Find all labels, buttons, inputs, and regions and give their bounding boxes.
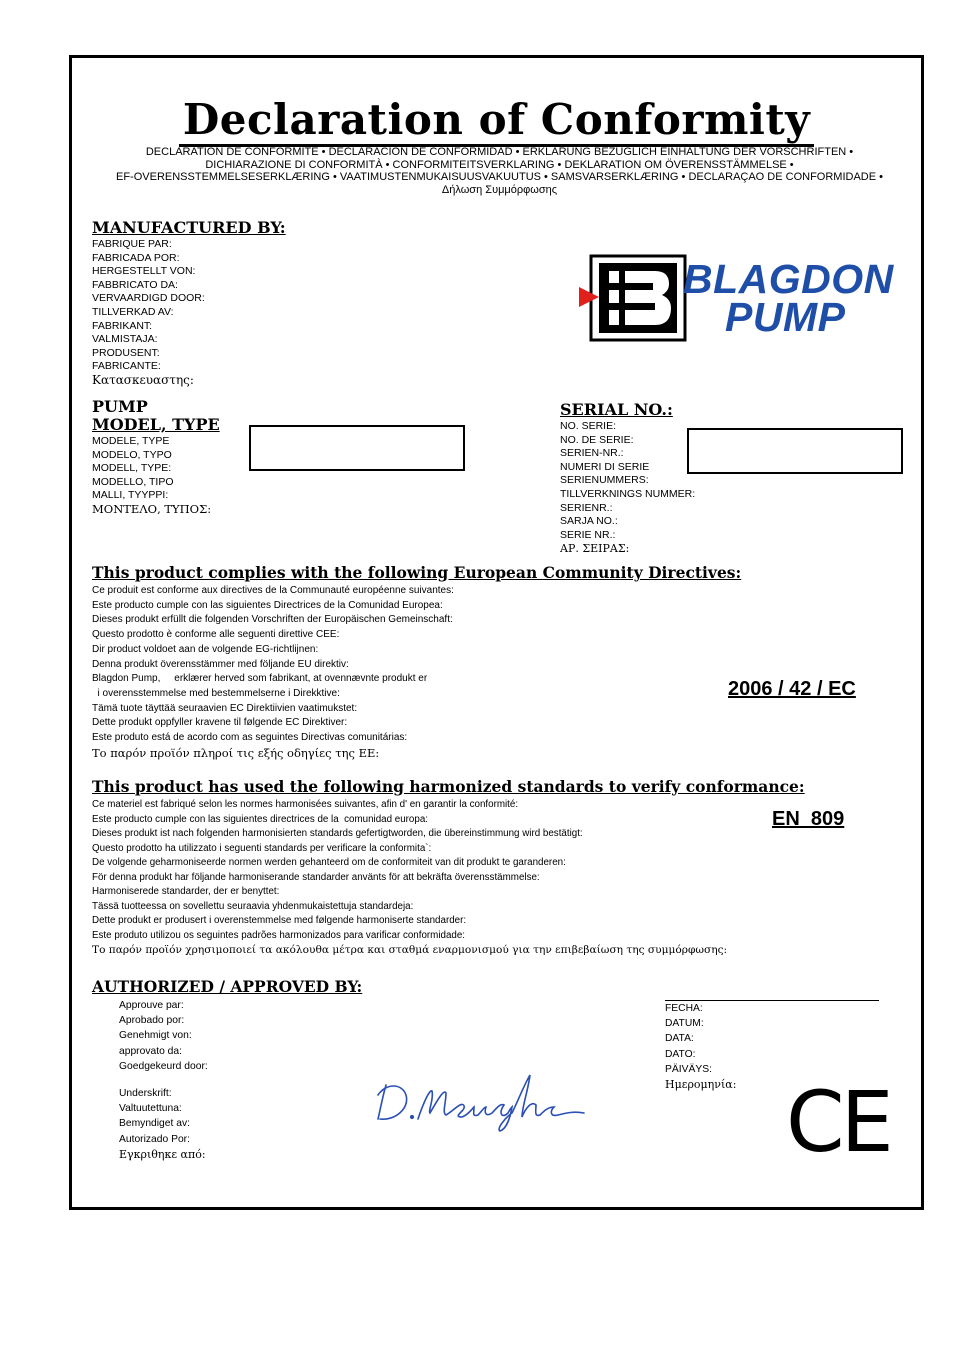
list-item: Dir product voldoet aan de volgende EG-richtlijnen: [92,643,319,655]
subtitle-line: DECLARATION DE CONFORMITE • DECLARACION DE CONFORMIDAD • ERKLÄRUNG BEZÜGLICH EINHALTUNG DER VORSCHRIFTEN • [145,146,854,158]
page-title-wrap [72,96,921,144]
model-type-heading: MODEL, TYPE [92,415,220,434]
list-item: Dette produkt oppfyller kravene til følgende EC Direktiver: [92,717,348,729]
list-item: De volgende geharmoniseerde normen werden gehanteerd om de conformiteit van dit produkt te garanderen: [92,857,566,868]
list-item: Goedgekeurd door: [119,1060,208,1072]
list-item: Το παρόν προϊόν χρησιμοποιεί τα ακόλουθα μέτρα και σταθμά εναρμονισμού για την επιβεβαίωση της συμμόρφωσης: [92,944,728,956]
list-item: VALMISTAJA: [92,333,158,346]
list-item: Approuve par: [119,1000,184,1011]
serial-number-field[interactable] [687,428,903,474]
list-item: Harmoniserede standarder, der er benyttet: [92,886,280,897]
list-item: Blagdon Pump, erklærer herved som fabrikant, at ovennævnte produkt er [92,673,428,685]
list-item: approvato da: [119,1045,182,1057]
list-item: MODELE, TYPE [92,435,170,447]
list-item: Este producto cumple con las siguientes directrices de la comunidad europa: [92,813,429,825]
directives-heading: This product complies with the following European Community Directives: [92,563,742,582]
list-item: FABRIQUE PAR: [92,238,172,250]
list-item: Questo prodotto è conforme alle seguenti direttive CEE: [92,629,340,641]
list-item: Este produto utilizou os seguintes padrões harmonizados para varificar conformidade: [92,929,466,941]
list-item: SERIENUMMERS: [560,474,649,487]
list-item: MODELLO, TIPO [92,475,174,488]
standards-heading: This product has used the following harmonized standards to verify conformance: [92,777,805,796]
blagdon-pump-logo [577,253,917,343]
list-item: Dette produkt er produsert i overenstemmelse med følgende harmoniserte standarder: [92,915,467,926]
list-item: MALLI, TYYPPI: [92,489,169,502]
list-item: Autorizado Por: [119,1133,190,1145]
logo-line2: PUMP [725,294,846,340]
list-item: DATO: [665,1048,696,1060]
date-labels-list [665,1001,736,1092]
list-item: TILLVERKNINGS NUMMER: [560,487,696,500]
list-item: Dieses produkt ist nach folgenden harmonisierten standards gefertigtworden, die übereinstimmung wird bestätigt: [92,828,583,839]
list-item: i overensstemmelse med bestemmelserne i Direkktive: [92,687,340,699]
list-item: Denna produkt överensstämmer med följande EU direktiv: [92,658,349,670]
list-item: FECHA: [665,1003,703,1014]
list-item: PRODUSENT: [92,346,160,359]
list-item: Ce materiel est fabriqué selon les normes harmonisées suivantes, afin d' en garantir la conformité: [92,799,519,810]
list-item: Ημερομηνία: [665,1078,737,1092]
list-item: MODELO, TYPO [92,448,172,461]
standard-value: EN 809 [772,808,845,830]
list-item: SERIEN-NR.: [560,447,624,460]
list-item: Valtuutettuna: [119,1103,182,1115]
list-item: MODELL, TYPE: [92,462,172,475]
list-item: Dieses produkt erfüllt die folgenden Vorschriften der Europäischen Gemeinschaft: [92,614,453,626]
list-item: DATA: [665,1033,694,1045]
model-type-list [92,435,211,517]
manufactured-heading: MANUFACTURED BY: [92,218,286,237]
list-item: Το παρόν προϊόν πληροί τις εξής οδηγίες της ΕΕ: [92,745,380,760]
list-item: Genehmigt von: [119,1030,192,1042]
list-item: FABBRICATO DA: [92,278,178,291]
list-item: Tässä tuotteessa on sovellettu seuraavia yhdenmukaistettuja standardeja: [92,900,414,912]
list-item: HERGESTELLT VON: [92,265,196,278]
list-item: Εγκριθηκε από: [119,1147,206,1161]
list-item: Underskrift: [119,1088,172,1099]
list-item: Κατασκευαστης: [92,372,194,387]
list-item: För denna produkt har följande harmoniserande standarder använts för att bekräfta överensstämmelse: [92,871,540,883]
page-title: Declaration of Conformity [179,95,814,147]
list-item: Este producto cumple con las siguientes Directrices de la Comunidad Europea: [92,599,443,611]
list-item: NO. DE SERIE: [560,433,634,446]
model-type-field[interactable] [249,425,465,471]
list-item: FABRICADA POR: [92,251,180,264]
authorized-heading: AUTHORIZED / APPROVED BY: [92,977,363,996]
serial-list [560,420,695,556]
logo-line1: BLAGDON [683,256,894,302]
list-item: DATUM: [665,1018,704,1030]
list-item: PÄIVÄYS: [665,1063,712,1075]
list-item: ΜΟΝΤΕΛΟ, ΤΥΠΟΣ: [92,501,212,516]
approved-by-list [119,998,208,1074]
list-item: SERIE NR.: [560,528,616,541]
list-item: SERIENR.: [560,501,613,514]
list-item: Questo prodotto ha utilizzato i seguenti standards per verificare la conformita`: [92,842,432,854]
directive-value: 2006 / 42 / EC [728,678,856,700]
subtitle-line: EF-OVERENSSTEMMELSESERKLÆRING • VAATIMUSTENMUKAISUUSVAKUUTUS • SAMSVARSERKLÆRING • DECLARAÇAO DE CONFORMIDADE • [116,171,883,183]
b-badge-icon [577,253,687,343]
list-item: Bemyndiget av: [119,1118,190,1130]
standards-list [92,798,727,958]
subtitle-line-greek: Δήλωση Συμμόρφωσης [441,183,558,196]
list-item: FABRIKANT: [92,319,153,332]
subtitle-block [82,146,917,196]
serial-heading: SERIAL NO.: [560,400,673,419]
list-item: TILLVERKAD AV: [92,305,174,318]
ce-mark: CE [786,1073,890,1171]
subtitle-line: DICHIARAZIONE DI CONFORMITÀ • CONFORMITEITSVERKLARING • DEKLARATION OM ÖVERENSSTÄMMELSE • [205,158,794,171]
signature-drawing [372,1063,622,1133]
list-item: NUMERI DI SERIE [560,460,650,473]
declaration-frame [69,55,924,1210]
list-item: FABRICANTE: [92,360,161,373]
list-item: Tämä tuote täyttää seuraavien EC Direktiivien vaatimukstet: [92,702,358,714]
pump-heading: PUMP [92,397,148,416]
signature-labels-list [119,1086,206,1162]
list-item: Aprobado por: [119,1015,185,1027]
list-item: VERVAARDIGD DOOR: [92,292,205,305]
manufactured-list [92,238,205,388]
list-item: Este produto está de acordo com as seguintes Directivas comunitárias: [92,732,408,744]
list-item: ΑΡ. ΣΕΙΡΑΣ: [560,542,630,556]
list-item: Ce produit est conforme aux directives de la Communauté européenne suivantes: [92,585,454,596]
list-item: SARJA NO.: [560,515,618,528]
list-item: NO. SERIE: [560,420,617,432]
directives-list [92,584,454,760]
